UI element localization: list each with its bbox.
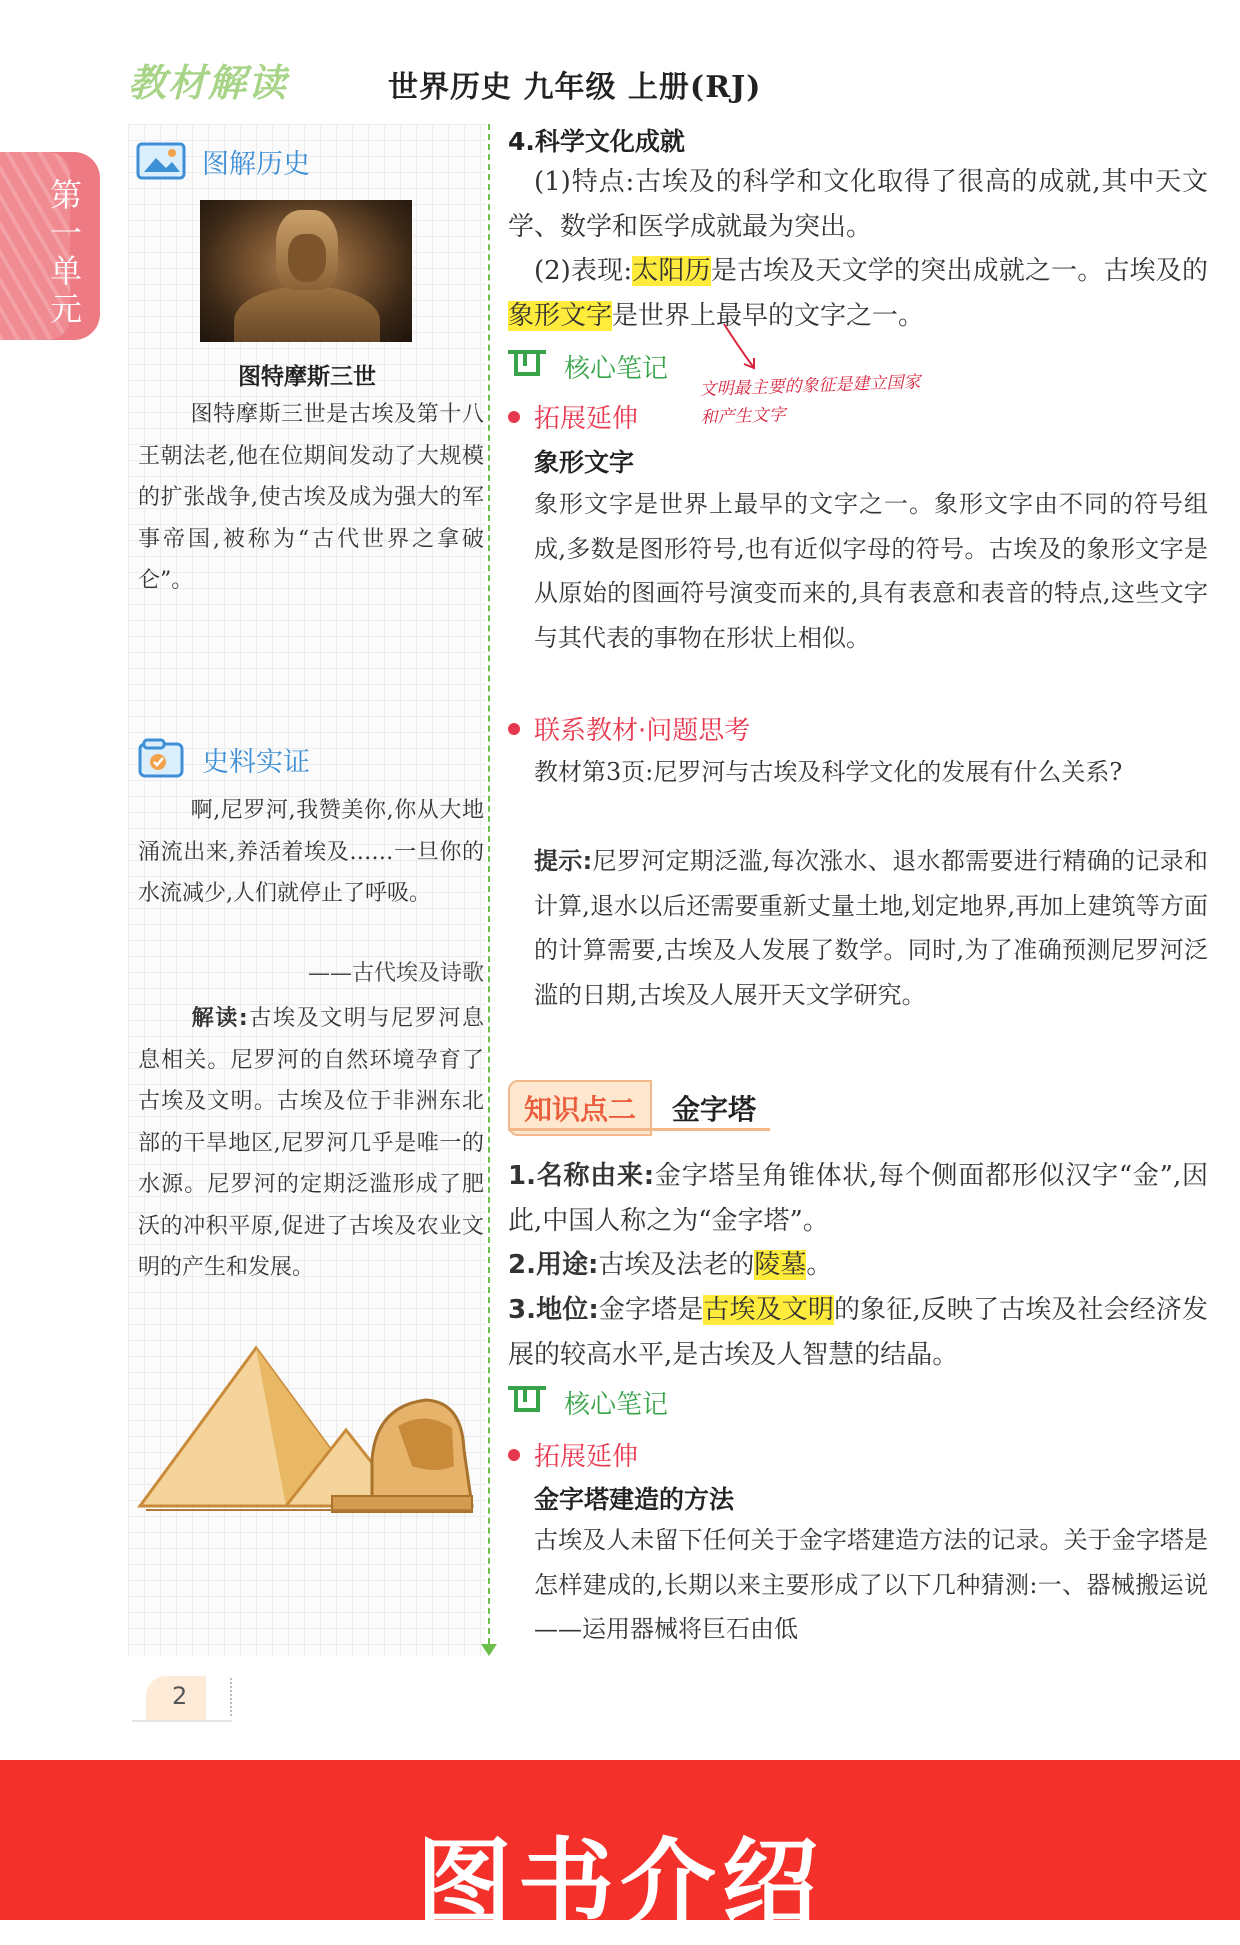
book-title: 世界历史 九年级 上册(RJ)	[388, 70, 762, 105]
annotation-arrow	[720, 320, 760, 374]
page-number: 2	[172, 1682, 188, 1710]
nile-poem: 啊,尼罗河,我赞美你,你从大地涌流出来,养活着埃及……一旦你的水流减少,人们就停止了呼吸。	[138, 798, 484, 906]
notes-icon	[508, 350, 546, 384]
notes-icon	[508, 1386, 546, 1420]
science-characteristics: (1)特点:古埃及的科学和文化取得了很高的成就,其中天文学、数学和医学成就最为突出。	[508, 167, 1208, 242]
column-divider	[488, 124, 490, 1654]
unit-tab	[0, 152, 100, 340]
highlight-egyptian-civilization: 古埃及文明	[703, 1295, 834, 1325]
pyramid-purpose: 2.用途:古埃及法老的陵墓。	[508, 1250, 833, 1280]
photo-caption: 图特摩斯三世	[238, 364, 376, 390]
knowledge-point-title: 金字塔	[672, 1093, 757, 1126]
bullet-icon	[508, 723, 520, 735]
image-icon	[136, 140, 190, 182]
poem-interpretation: 解读:古埃及文明与尼罗河息息相关。尼罗河的自然环境孕育了古埃及文明。古埃及位于非洲东北部的干旱地区,尼罗河几乎是唯一的水源。尼罗河的定期泛滥形成了肥沃的冲积平原,促进了古埃及农业文明的产生和发展。	[138, 1006, 484, 1280]
historical-evidence-heading	[136, 738, 310, 780]
knowledge-point-underline	[508, 1128, 770, 1131]
pharaoh-photo	[200, 200, 412, 342]
pyramid-status: 3.地位:金字塔是古埃及文明的象征,反映了古埃及社会经济发展的较高水平,是古埃及人智慧的结晶。	[508, 1295, 1208, 1370]
pyramid-construction-text: 古埃及人未留下任何关于金字塔建造方法的记录。关于金字塔是怎样建成的,长期以来主要形成了以下几种猜测:一、器械搬运说——运用器械将巨石由低	[534, 1526, 1208, 1643]
extension-heading-2: 拓展延伸	[508, 1436, 638, 1473]
highlight-solar-calendar: 太阳历	[632, 256, 711, 286]
document-check-icon	[136, 738, 190, 780]
linked-textbook-heading: 联系教材·问题思考	[508, 710, 750, 747]
bullet-icon	[508, 1449, 520, 1461]
core-notes-heading-1: 核心笔记	[508, 348, 668, 385]
brand-logo: 教材解读	[128, 61, 289, 105]
pyramids-sphinx-illustration	[136, 1340, 476, 1520]
page-number-tab	[132, 1676, 232, 1722]
handwritten-note: 文明最主要的象征是建立国家和产生文字	[699, 372, 921, 428]
question-hint: 提示:尼罗河定期泛滥,每次涨水、退水都需要进行精确的记录和计算,退水以后还需要重新丈量土地,划定地界,再加上建筑等方面的计算需要,古埃及人发展了数学。同时,为了准确预测尼罗河泛滥的日期,古埃及人展开天文学研究。	[534, 847, 1208, 1009]
core-notes-heading-2: 核心笔记	[508, 1384, 668, 1421]
historical-evidence-label: 史料实证	[202, 746, 310, 778]
knowledge-point-tag: 知识点二	[508, 1080, 652, 1136]
science-manifestation: (2)表现:太阳历是古埃及天文学的突出成就之一。古埃及的象形文字是世界上最早的文字之一。	[508, 256, 1208, 331]
textbook-question: 教材第3页:尼罗河与古埃及科学文化的发展有什么关系?	[534, 758, 1123, 786]
divider-arrow	[481, 1644, 497, 1656]
pharaoh-description: 图特摩斯三世是古埃及第十八王朝法老,他在位期间发动了大规模的扩张战争,使古埃及成为强大的军事帝国,被称为“古代世界之拿破仑”。	[138, 402, 484, 593]
footer-title: 图书介绍	[416, 1828, 824, 1940]
highlight-tomb: 陵墓	[754, 1250, 807, 1280]
science-culture-heading: 4.科学文化成就	[508, 127, 685, 156]
unit-tab-label: 第一单元	[49, 176, 82, 328]
bullet-icon	[508, 411, 520, 423]
illustrated-history-heading	[136, 140, 310, 182]
highlight-hieroglyphs: 象形文字	[508, 300, 613, 331]
pyramid-construction-title: 金字塔建造的方法	[534, 1485, 735, 1514]
hieroglyphs-title: 象形文字	[534, 448, 635, 477]
poem-source: ——古代埃及诗歌	[307, 961, 484, 986]
pyramid-name-origin: 1.名称由来:金字塔呈角锥体状,每个侧面都形似汉字“金”,因此,中国人称之为“金字塔”。	[508, 1161, 1208, 1236]
illustrated-history-label: 图解历史	[202, 148, 310, 180]
extension-heading-1: 拓展延伸	[508, 398, 638, 435]
hieroglyphs-text: 象形文字是世界上最早的文字之一。象形文字由不同的符号组成,多数是图形符号,也有近似字母的符号。古埃及的象形文字是从原始的图画符号演变而来的,具有表意和表音的特点,这些文字与其代表的事物在形状上相似。	[534, 490, 1208, 652]
